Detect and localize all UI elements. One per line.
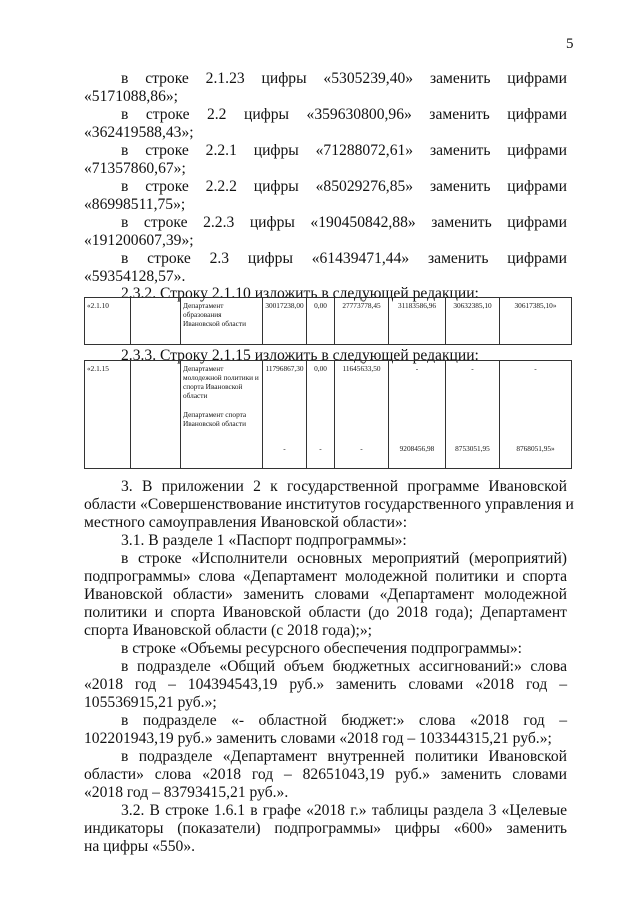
text-line: на цифры «550». (84, 838, 196, 855)
text-line: в строке «Объемы ресурсного обеспечения подпрограммы»: (121, 640, 522, 657)
text-line: «362419588,43»; (84, 124, 194, 141)
value-cell: 27773778,45 (335, 298, 389, 345)
department-cell (181, 361, 263, 469)
text-line: в строке 2.2.2 цифры «85029276,85» заменить цифрами (121, 178, 567, 195)
text-line: в строке 2.3 цифры «61439471,44» заменить цифрами (121, 250, 567, 267)
value-cell: 30632385,10 (446, 298, 500, 345)
text-line: в подразделе «- областной бюджет:» слова «2018 год – (121, 712, 567, 729)
row-name (131, 361, 181, 469)
text-line: Ивановской области» заменить словами «Департамент молодежной (84, 586, 567, 603)
text-line: «59354128,57». (84, 268, 186, 285)
value-2017: - (471, 364, 474, 373)
value-cell (307, 361, 335, 469)
text-line: спорта Ивановской области (с 2018 года);»; (84, 622, 372, 639)
value-2017: - (415, 364, 419, 373)
value-cell (500, 361, 572, 469)
row-number: «2.1.10 (85, 298, 131, 345)
text-line: в строке 2.1.23 цифры «5305239,40» заменить цифрами (121, 70, 567, 87)
page-number: 5 (566, 36, 574, 52)
text-line: 105536915,21 руб.»; (84, 694, 217, 711)
value-2018: 9208456,98 (399, 444, 435, 453)
value-cell: 0,00 (307, 298, 335, 345)
text-line: «5171088,86»; (84, 88, 178, 105)
value-2017: 11645633,50 (342, 364, 381, 373)
value-2018: - (360, 444, 363, 453)
value-2017: - (534, 364, 537, 373)
text-line: «2018 год – 83793415,21 руб.». (84, 784, 289, 801)
row-number: «2.1.15 (85, 361, 131, 469)
text-line: области «Совершенствование институтов государственного управления и (84, 496, 574, 513)
value-cell: 30017238,00 (263, 298, 307, 345)
department-2: Департамент спорта Ивановской области (183, 410, 247, 428)
text-line: 3.1. В разделе 1 «Паспорт подпрограммы»: (121, 532, 407, 549)
text-line: 2.3.3. Строку 2.1.15 изложить в следующей редакции: (121, 347, 479, 364)
department-cell: Департамент образования Ивановской области (181, 298, 263, 345)
value-cell (263, 361, 307, 469)
text-line: подпрограммы» слова «Департамент молодежной политики и спорта (84, 568, 567, 585)
text-line: «86998511,75»; (84, 196, 186, 213)
value-2017: 11796867,30 (265, 364, 304, 373)
value-2018: 8768051,95» (516, 444, 555, 453)
text-line: в строке 2.2.3 цифры «190450842,88» заменить цифрами (121, 214, 567, 231)
value-2018: 8753051,95 (455, 444, 490, 453)
text-line: области» слова «2018 год – 82651043,19 руб.» заменить словами (84, 766, 567, 783)
text-line: индикаторы (показатели) подпрограммы» цифры «600» заменить (84, 820, 567, 837)
table-row (85, 361, 572, 469)
value-cell (446, 361, 500, 469)
text-line: в строке 2.2.1 цифры «71288072,61» заменить цифрами (121, 142, 567, 159)
table-row (85, 298, 572, 345)
text-line: «2018 год – 104394543,19 руб.» заменить словами «2018 год – (84, 676, 567, 693)
value-cell (389, 361, 446, 469)
text-line: «71357860,67»; (84, 160, 186, 177)
value-cell: 30617385,10» (500, 298, 572, 345)
text-line: «191200607,39»; (84, 232, 194, 249)
amendment-table-2-1-10 (84, 297, 572, 345)
text-line: в подразделе «Общий объем бюджетных ассигнований:» слова (121, 658, 567, 675)
text-line: в подразделе «Департамент внутренней политики Ивановской (121, 748, 567, 765)
text-line: 3.2. В строке 1.6.1 в графе «2018 г.» таблицы раздела 3 «Целевые (121, 802, 567, 819)
text-line: 102201943,19 руб.» заменить словами «2018 год – 103344315,21 руб.»; (84, 730, 552, 747)
text-line: местного самоуправления Ивановской области»: (84, 514, 408, 531)
value-cell: 31183586,96 (389, 298, 446, 345)
value-cell (335, 361, 389, 469)
text-line: в строке 2.2 цифры «359630800,96» заменить цифрами (121, 106, 567, 123)
text-line: 3. В приложении 2 к государственной программе Ивановской (121, 478, 567, 495)
value-2018: - (319, 444, 322, 453)
text-line: 2.3.2. Строку 2.1.10 изложить в следующей редакции: (121, 285, 479, 302)
text-line: в строке «Исполнители основных мероприятий (мероприятий) (121, 550, 567, 567)
row-name (131, 298, 181, 345)
value-2018: - (283, 444, 286, 453)
department-1: Департамент молодежной политики и спорта Ивановской области (183, 364, 259, 400)
value-2017: 0,00 (314, 364, 327, 373)
text-line: политики и спорта Ивановской области (до 2018 года); Департамент (84, 604, 567, 621)
amendment-table-2-1-15 (84, 360, 572, 469)
